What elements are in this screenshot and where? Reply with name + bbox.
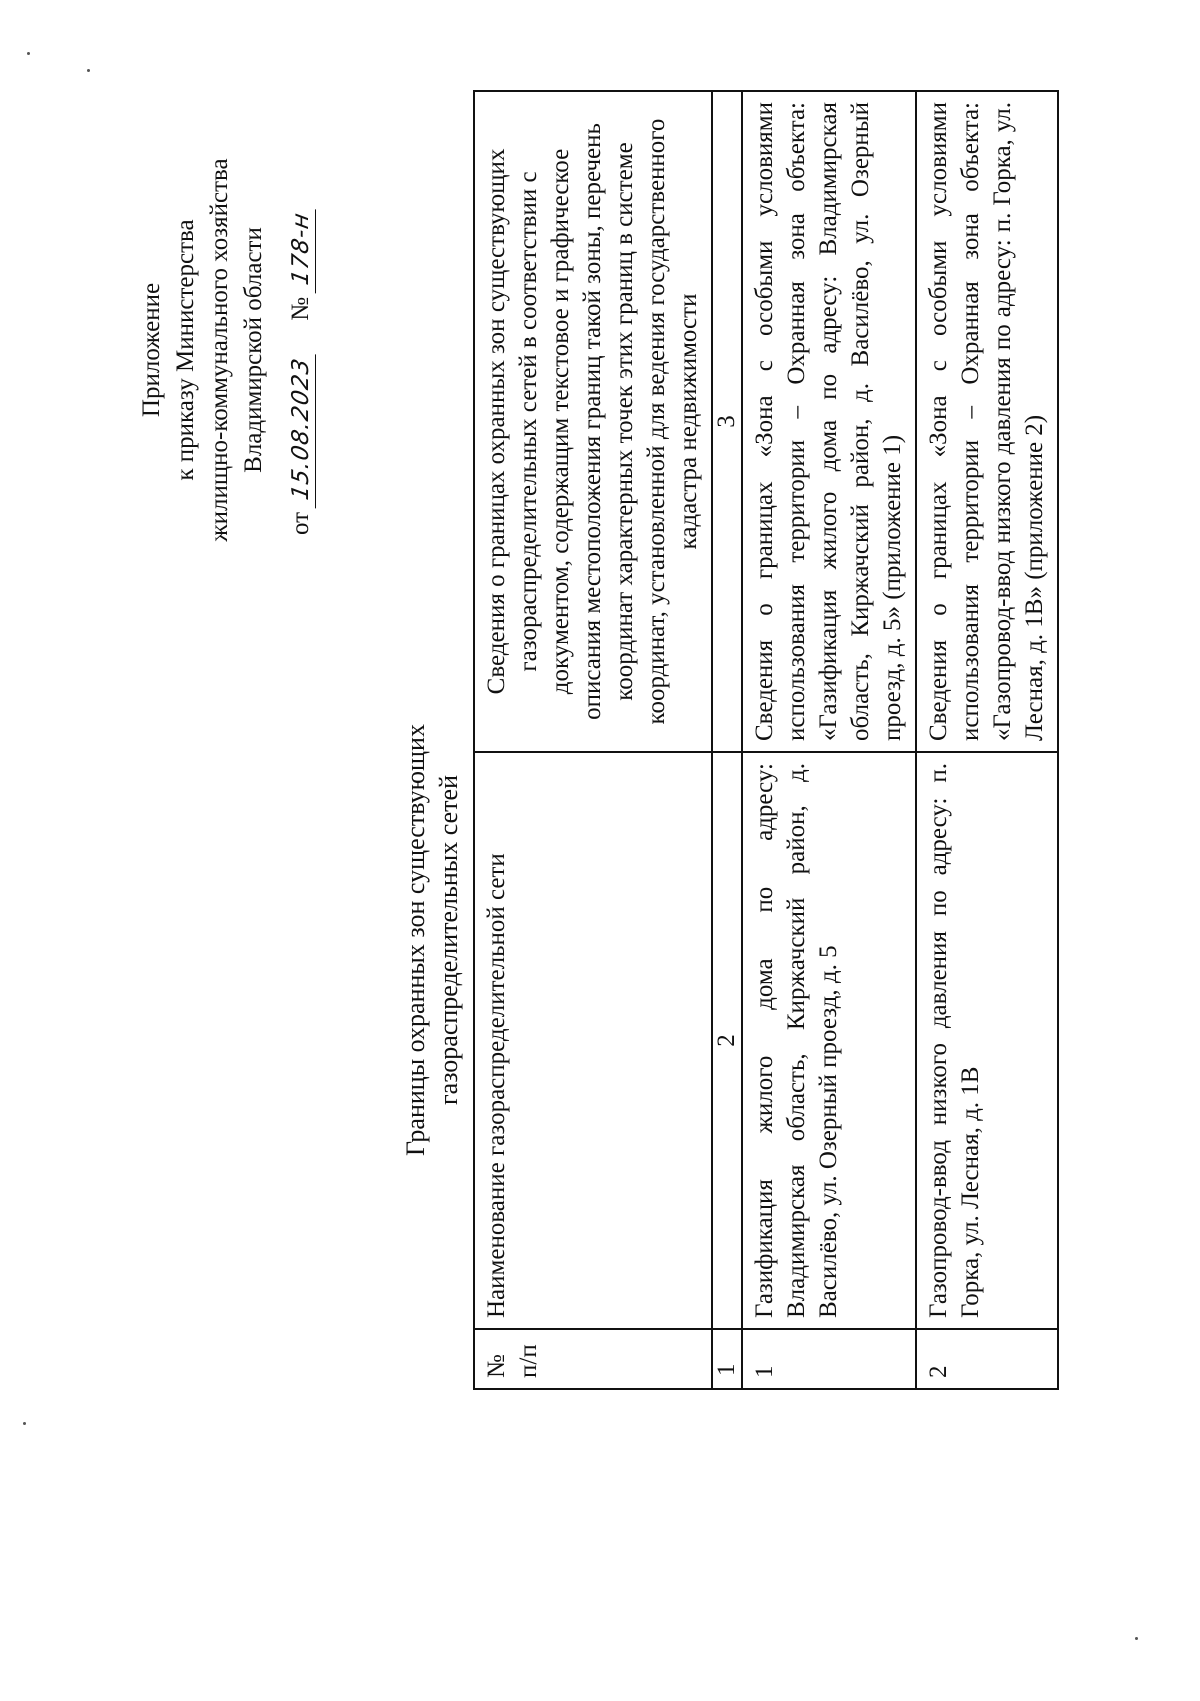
handwritten-number: 178-н xyxy=(288,204,316,293)
document-title xyxy=(399,210,465,1670)
header-line-region: Владимирской области xyxy=(240,227,267,473)
table-row xyxy=(742,91,916,1389)
column-number: 3 xyxy=(712,91,742,752)
header-cell-number: № п/п xyxy=(474,1329,712,1389)
gas-network-zones-table xyxy=(473,90,1059,1390)
header-line-appendix: Приложение xyxy=(138,282,165,418)
zone-info: Сведения о границах «Зона с особыми условиями использования территории – Охранная зона объекта: «Газопровод-ввод низкого давления по адресу: п. Горка, ул. Лесная, д. 1В» (приложение 2) xyxy=(916,91,1058,752)
title-line-2: газораспределительных сетей xyxy=(434,775,463,1106)
header-cell-network-name: Наименование газораспределительной сети xyxy=(474,752,712,1329)
row-number: 1 xyxy=(742,1329,916,1389)
order-header xyxy=(135,70,271,630)
title-line-1: Границы охранных зон существующих xyxy=(401,724,430,1156)
scan-speck xyxy=(23,1422,26,1425)
order-date-line xyxy=(287,15,316,535)
header-line-ministry: жилищно-коммунального хозяйства xyxy=(206,158,233,542)
table-header-row xyxy=(474,91,712,1389)
network-name: Газификация жилого дома по адресу: Владимирская область, Киржачский район, д. Василёво, ул. Озерный проезд, д. 5 xyxy=(742,752,916,1329)
column-number: 2 xyxy=(712,752,742,1329)
header-cell-zone-info: Сведения о границах охранных зон существующих газораспределительных сетей в соответствии с документом, содержащим текстовое и графическое описания местоположения границ такой зоны, перечень координат характерных точек этих границ в системе координат, установленной для ведения государственного кадастра недвижимости xyxy=(474,91,712,752)
column-number: 1 xyxy=(712,1329,742,1389)
scan-speck xyxy=(1135,1637,1138,1640)
zone-info: Сведения о границах «Зона с особыми условиями использования территории – Охранная зона объекта: «Газификация жилого дома по адресу: Владимирская область, Киржачский район, д. Василёво, ул. Озерный проезд, д. 5» (приложение 1) xyxy=(742,91,916,752)
handwritten-date: 15.08.2023 xyxy=(288,349,316,508)
number-prefix: № xyxy=(287,296,314,321)
rotated-document-page xyxy=(15,30,1185,1670)
network-name: Газопровод-ввод низкого давления по адресу: п. Горка, ул. Лесная, д. 1В xyxy=(916,752,1058,1329)
column-number-row xyxy=(712,91,742,1389)
scan-speck xyxy=(87,69,90,72)
header-line-order: к приказу Министерства xyxy=(172,219,199,481)
table-row xyxy=(916,91,1058,1389)
scan-speck xyxy=(27,52,30,55)
date-prefix: от xyxy=(287,511,314,535)
row-number: 2 xyxy=(916,1329,1058,1389)
